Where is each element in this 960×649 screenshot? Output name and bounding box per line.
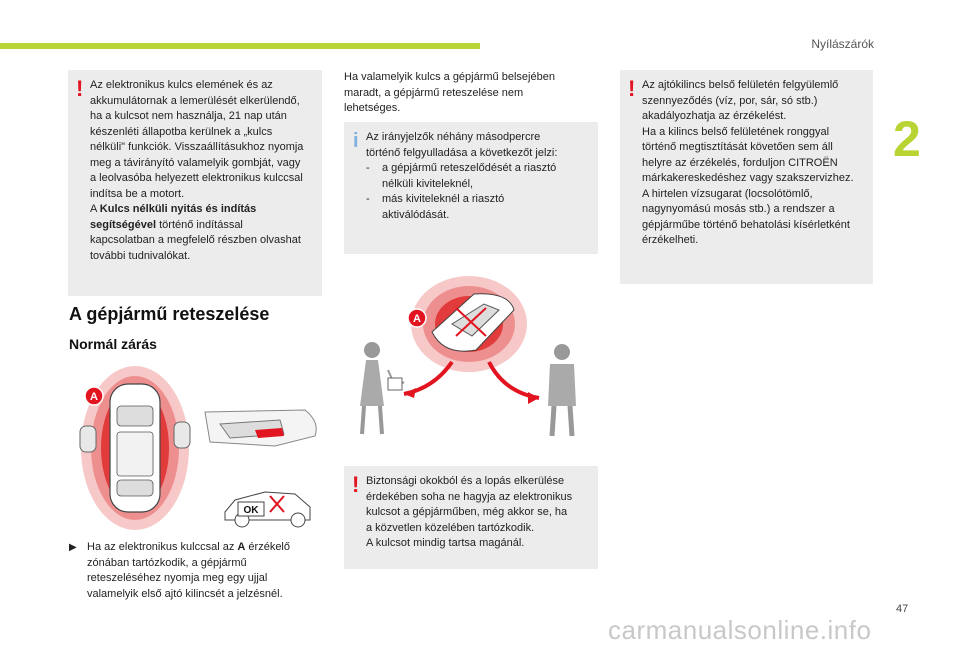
zone-a-label: A <box>90 391 98 403</box>
warning-text: Az ajtókilincs belső felületén felgyülemlő szennyeződés (víz, por, sár, só stb.) akadályozhatja az érzékelést. Ha a kilincs belső felületének ronggyal történő megtisztítását követően sem áll helyre az érzékelés, forduljon CITROËN márkakereskedéshez vagy szakszervizhez. A hirtelen vízsugarat (locsolótömlő, nagynyomású mosás stb.) a rendszer a gépjárműbe történő behatolási kísérletként érzékelheti. <box>642 79 854 246</box>
key-inside-note: Ha valamelyik kulcs a gépjármű belsejében maradt, a gépjármű reteszelése nem lehetséges. <box>344 71 555 114</box>
closing-instruction-bullet: ▶ Ha az elektronikus kulccsal az A érzékelő zónában tartózkodik, a gépjármű reteszeléséhez nyomja meg egy ujjal valamelyik első ajtó kilincsét a jelzésnél. <box>69 541 290 600</box>
page-number: 47 <box>896 603 909 615</box>
car-detection-zone-illustration <box>70 362 326 534</box>
info-text: Az irányjelzők néhány másodpercre történő felgyulladása a következőt jelzi: - a gépjármű reteszelődését a riasztó nélküli kiviteleknél, - más kiviteleknél a riasztó aktiválódását. <box>366 131 558 221</box>
section-title: Nyílászárók <box>811 37 874 51</box>
handle-dirt-warning-box <box>620 70 873 284</box>
warning-icon: ! <box>76 76 84 101</box>
zone-a-label: A <box>413 313 421 325</box>
subsection-heading: Normál zárás <box>69 336 157 352</box>
key-battery-warning-box <box>68 70 322 296</box>
key-safety-warning-box <box>344 466 598 569</box>
chapter-accent-bar <box>0 43 480 49</box>
warning-text: Az elektronikus kulcs elemének és az akkumulátornak a lemerülését elkerülendő, ha a kulcsot nem használja, 21 nap után készenléti állapotba kerülnek a „kulcs nélküli" funkciók. Visszaállításukhoz nyomja meg a távirányító valamelyik gombját, vagy a leolvasóba helyezett elektronikus kulccsal indítsa be a motort. A Kulcs nélküli nyitás és indítás segítségével történő indítással kapcsolatban a megfelelő részben olvashat további tudnivalókat. <box>90 79 304 262</box>
ok-label: OK <box>243 505 259 516</box>
chapter-number: 2 <box>893 111 921 167</box>
info-icon: i <box>353 130 359 152</box>
bullet-marker: ▶ <box>69 542 77 553</box>
warning-icon: ! <box>352 472 360 497</box>
watermark: carmanualsonline.info <box>608 615 872 645</box>
key-left-inside-illustration <box>344 266 600 462</box>
indicator-info-box <box>344 122 598 254</box>
warning-text: Biztonsági okokból és a lopás elkerülése érdekében soha ne hagyja az elektronikus kulcsot a gépjárműben, még akkor se, ha a közvetlen közelében tartózkodik. A kulcsot mindig tartsa magánál. <box>366 475 573 549</box>
section-heading: A gépjármű reteszelése <box>69 304 270 324</box>
warning-icon: ! <box>628 76 636 101</box>
